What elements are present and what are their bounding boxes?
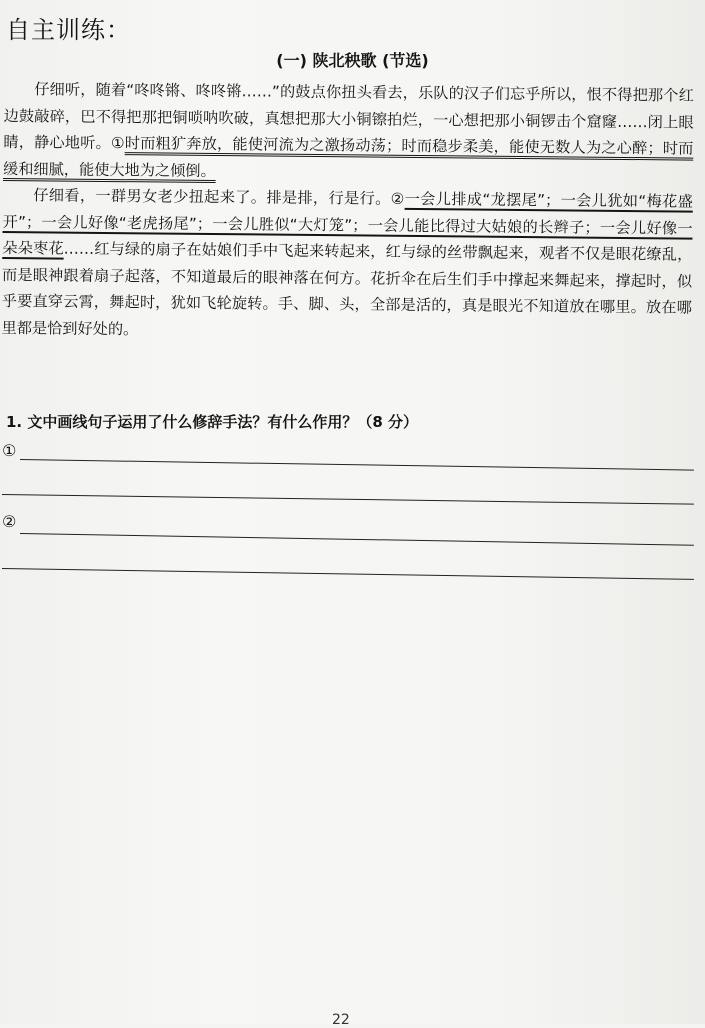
sentence-marker-1: ① xyxy=(110,134,125,153)
paragraph-2-continuation: ……红与绿的扇子在姑娘们手中飞起来转起来，红与绿的丝带飘起来，观者不仅是眼花缭乱，而是眼神跟着扇子起落，不知道最后的眼神落在何方。花折伞在后生们手中撑起来舞起来，撑起时，似乎要直穿云霄，舞起时，犹如飞轮旋转。手、脚、头，全部是活的，真是眼光不知道放在哪里。放在哪里都是恰到好处的。 xyxy=(1,239,693,338)
reading-passage xyxy=(1,76,694,348)
answer-line[interactable] xyxy=(2,494,694,505)
answer-marker-1: ① xyxy=(2,441,17,460)
answer-line[interactable] xyxy=(20,533,694,546)
answer-line[interactable] xyxy=(20,459,694,471)
page-title: 自主训练： xyxy=(6,16,131,44)
section-title: (一) 陕北秧歌 (节选) xyxy=(276,51,429,70)
sentence-marker-2: ② xyxy=(390,189,405,208)
underlined-sentence-1: 时而粗犷奔放，能使河流为之激扬动荡；时而稳步柔美，能使无数人为之心醉；时而缓和细腻，能使大地为之倾倒。 xyxy=(3,134,694,180)
page-number: 22 xyxy=(332,1012,350,1028)
answer-line[interactable] xyxy=(2,568,694,580)
paragraph-1 xyxy=(3,76,694,189)
paragraph-2 xyxy=(1,182,692,348)
question-1: 1. 文中画线句子运用了什么修辞手法？有什么作用？（8 分） xyxy=(6,413,419,431)
underlined-sentence-2: 一会儿排成“龙摆尾”；一会儿犹如“梅花盛开”；一会儿好像“老虎扬尾”；一会儿胜似“大灯笼”；一会儿能比得过大姑娘的长辫子；一会儿好像一朵朵枣花 xyxy=(2,189,693,258)
answer-marker-2: ② xyxy=(2,512,17,531)
paragraph-1-text: 仔细听，随着“咚咚锵、咚咚锵……”的鼓点你扭头看去，乐队的汉子们忘乎所以，恨不得把那个红边鼓敲碎，巴不得把那把铜唢呐吹破，真想把那大小铜镲拍烂，一心想把那小铜锣击个窟窿……闭上眼睛，静心地听。 xyxy=(3,80,694,153)
paragraph-2-text: 仔细看，一群男女老少扭起来了。排是排，行是行。 xyxy=(33,186,391,208)
